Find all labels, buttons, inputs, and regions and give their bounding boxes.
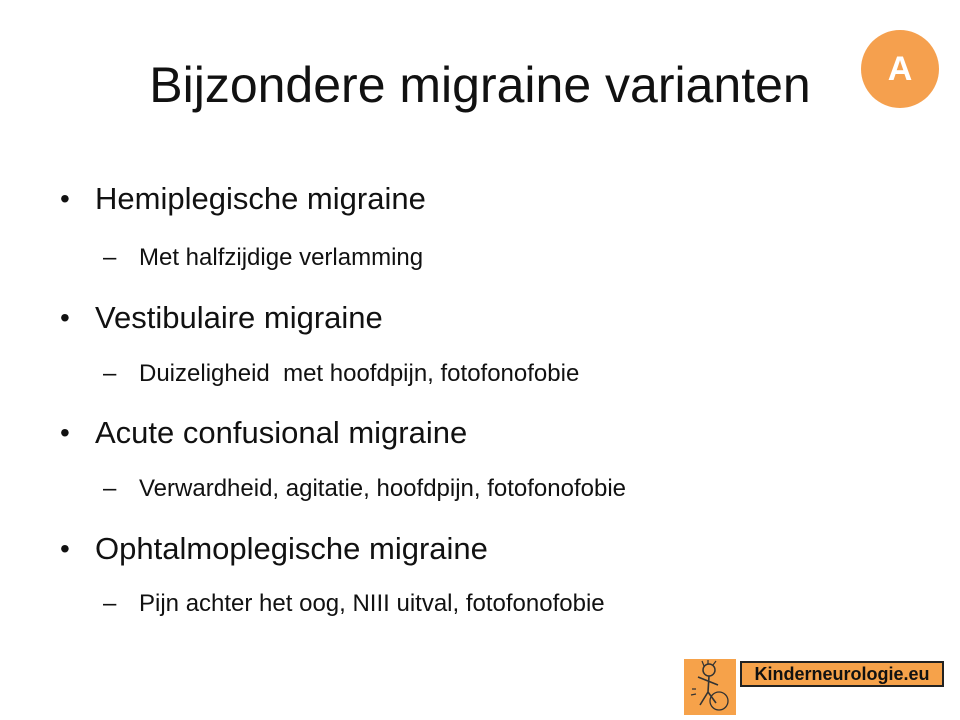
item-label: Acute confusional migraine — [95, 415, 468, 450]
dash-icon: – — [103, 244, 117, 271]
list-subitem — [103, 592, 605, 616]
bullet-icon: • — [60, 533, 70, 564]
subitem-label: Duizeligheid met hoofdpijn, fotofonofobie — [139, 360, 580, 387]
list-item — [60, 183, 426, 214]
subitem-label: Verwardheid, agitatie, hoofdpijn, fotofonofobie — [139, 475, 627, 502]
bullet-icon: • — [60, 183, 70, 214]
item-label: Hemiplegische migraine — [95, 181, 426, 216]
bullet-icon: • — [60, 302, 70, 333]
dash-icon: – — [103, 360, 117, 387]
dash-icon: – — [103, 475, 117, 502]
list-subitem — [103, 246, 423, 270]
list-item — [60, 417, 467, 448]
item-label: Vestibulaire migraine — [95, 300, 383, 335]
section-badge: A — [861, 30, 939, 108]
dash-icon: – — [103, 590, 117, 617]
list-subitem — [103, 362, 579, 386]
list-subitem — [103, 477, 626, 501]
list-item — [60, 533, 488, 564]
subitem-label: Pijn achter het oog, NIII uitval, fotofonofobie — [139, 590, 605, 617]
site-logo — [684, 659, 946, 715]
item-label: Ophtalmoplegische migraine — [95, 531, 488, 566]
child-figure-icon — [684, 659, 736, 715]
list-item — [60, 302, 383, 333]
subitem-label: Met halfzijdige verlamming — [139, 244, 424, 271]
bullet-icon: • — [60, 417, 70, 448]
slide-title: Bijzondere migraine varianten — [149, 57, 811, 113]
logo-text: Kinderneurologie.eu — [740, 661, 944, 687]
